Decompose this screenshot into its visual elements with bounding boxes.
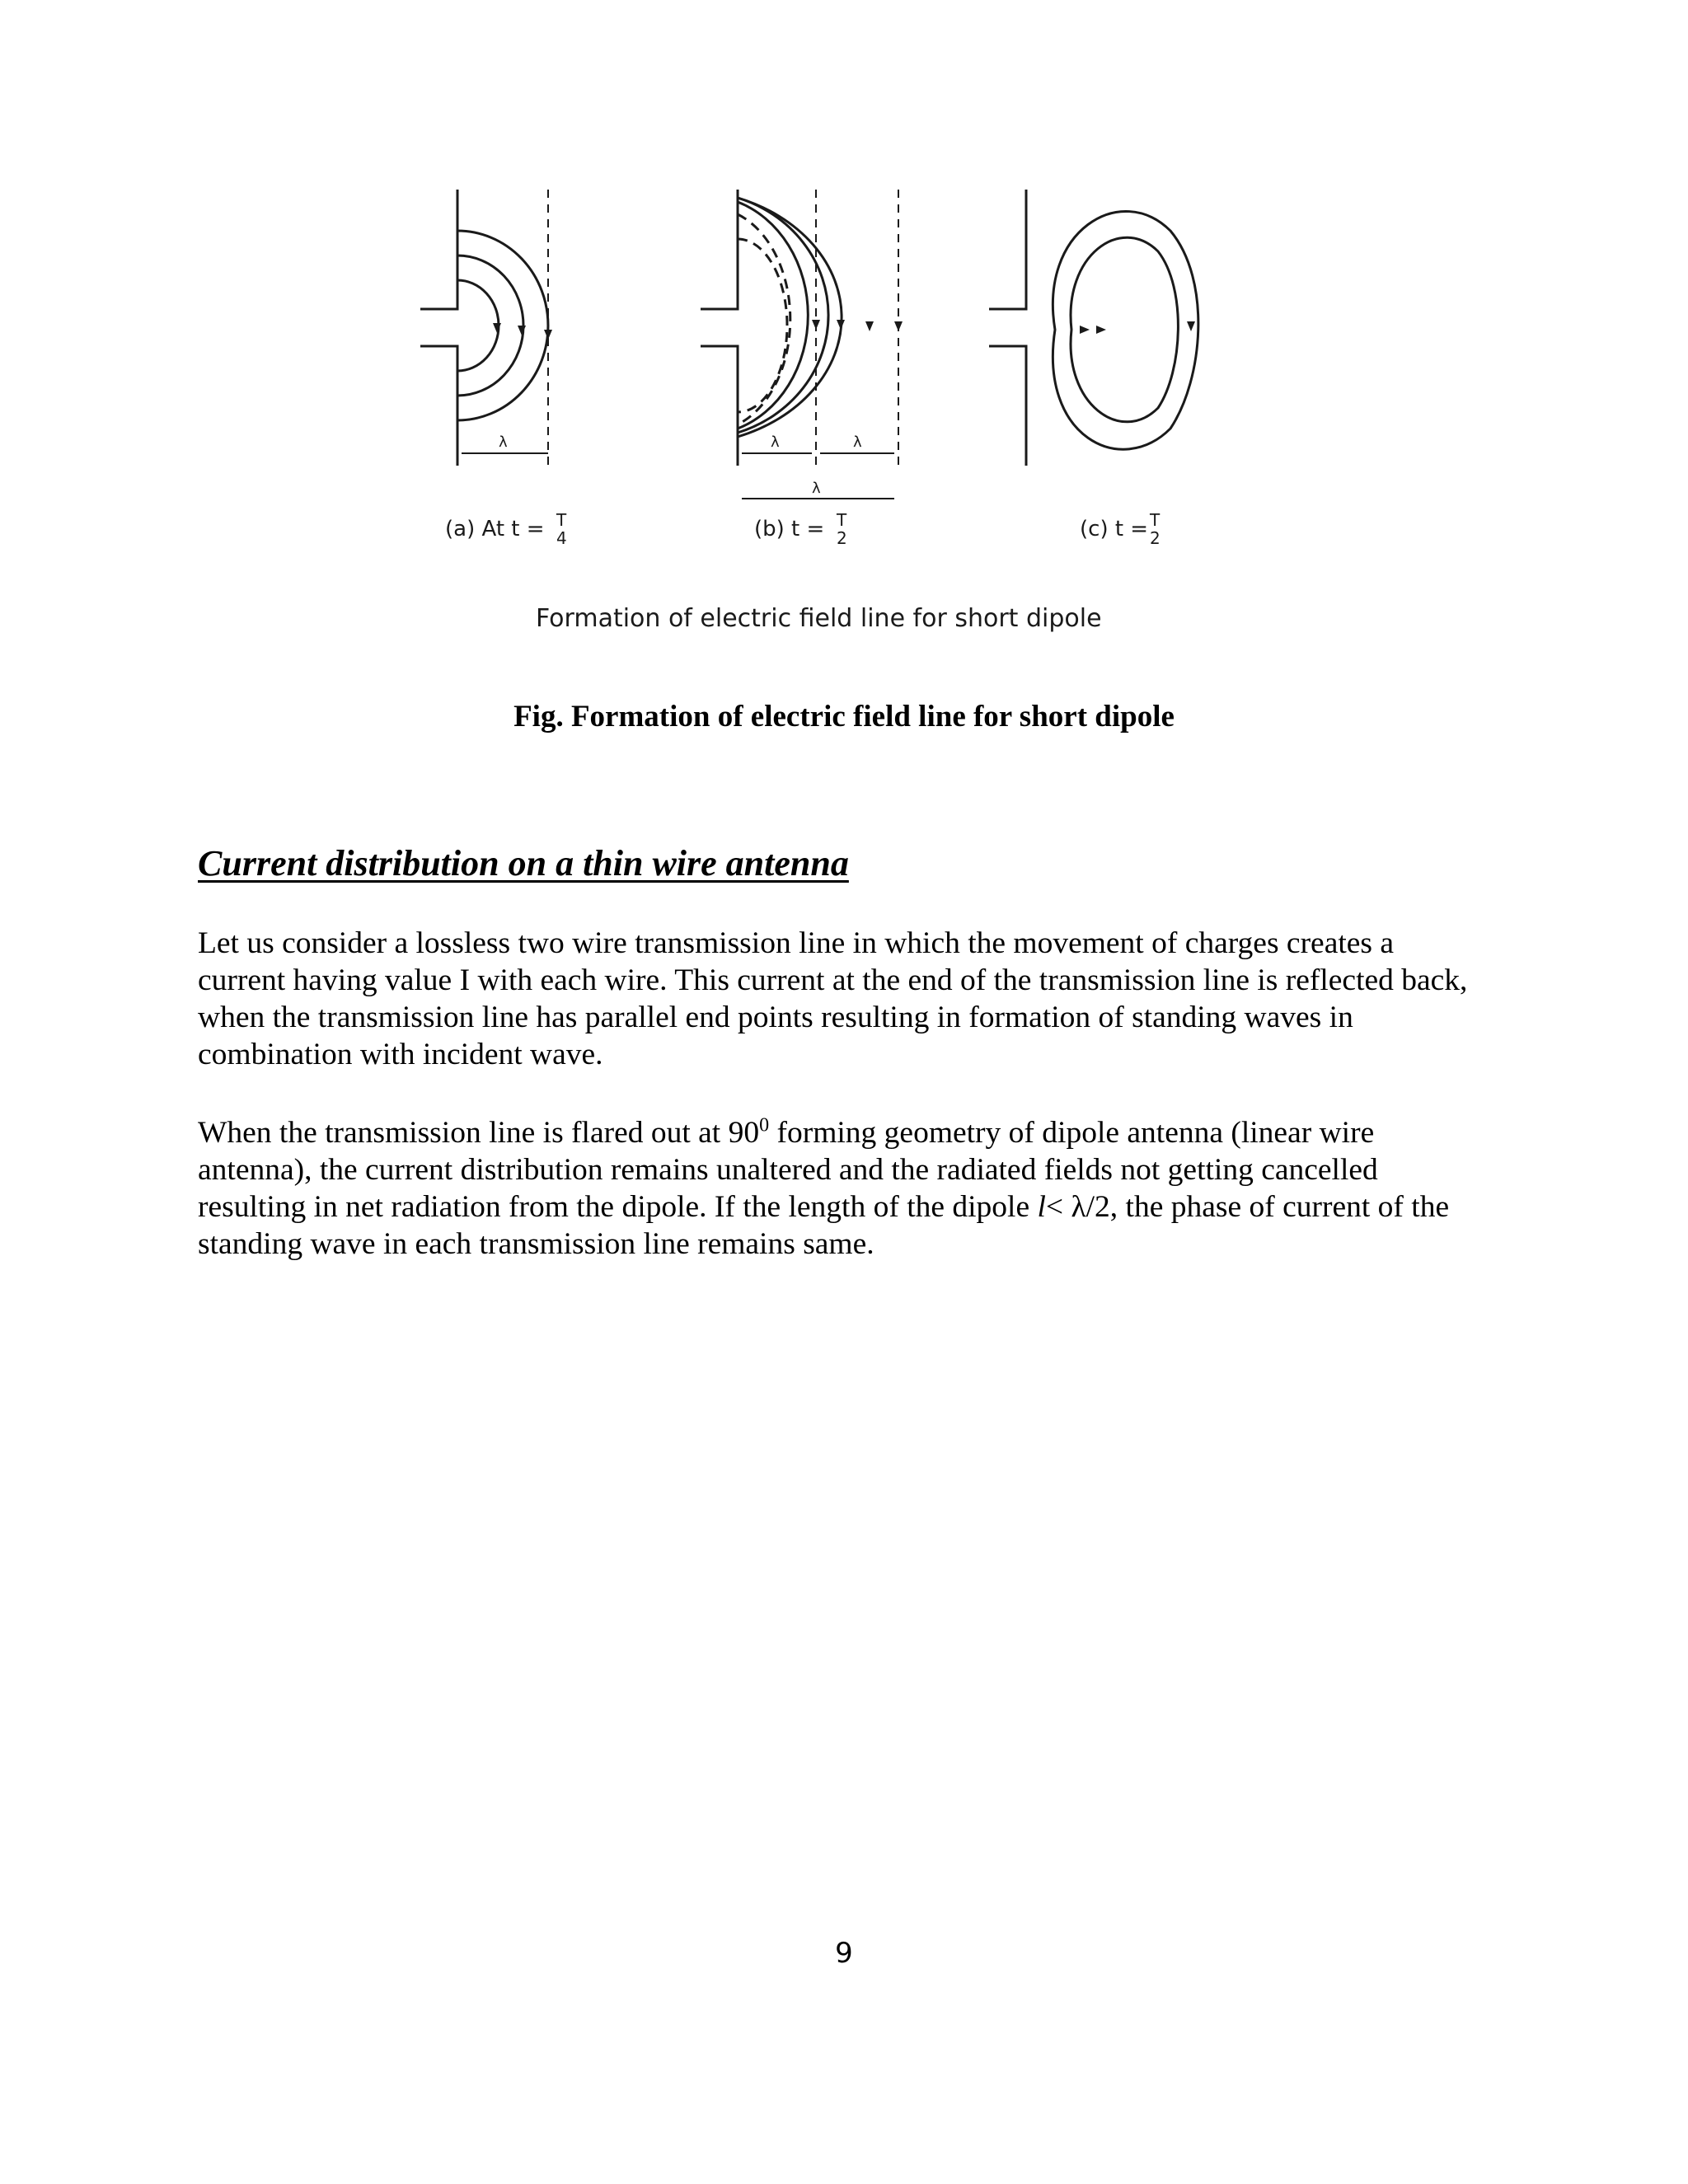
panel-b bbox=[701, 190, 898, 499]
degree-superscript: 0 bbox=[759, 1114, 770, 1137]
panel-b-lambda-3: λ bbox=[812, 480, 821, 497]
paragraph-2-part-b: forming geometry of dipole antenna (linear wire antenna), the current distribution remains unaltered and the radiated fields not getting cancelled resulting in net radiation from the dipole. If the length of the dipole bbox=[198, 1116, 1378, 1224]
panel-c-t: T bbox=[1150, 510, 1160, 530]
panel-b-lambda-2: λ bbox=[853, 434, 862, 451]
panel-b-arrows bbox=[812, 320, 903, 331]
panel-b-t: T bbox=[837, 510, 847, 530]
field-line-diagram bbox=[396, 165, 1269, 659]
panel-c-label: (c) t = bbox=[1080, 517, 1149, 541]
paragraph-2 bbox=[198, 1114, 1484, 1263]
panel-a-lambda: λ bbox=[499, 434, 508, 451]
figure-inner-caption: Formation of electric field line for short dipole bbox=[536, 604, 1102, 633]
figure-caption: Fig. Formation of electric field line for short dipole bbox=[513, 700, 1175, 733]
panel-a-4: 4 bbox=[556, 528, 567, 548]
panel-a bbox=[420, 190, 548, 470]
panel-c-2: 2 bbox=[1150, 528, 1160, 548]
paragraph-2-part-a: When the transmission line is flared out at 90 bbox=[198, 1116, 760, 1150]
panel-a-label: (a) At t = bbox=[445, 517, 545, 541]
paragraph-1: Let us consider a lossless two wire transmission line in which the movement of charges creates a current having value I with each wire. This current at the end of the transmission line is reflected back, when the transmission line has parallel end points resulting in formation of standing waves in combination with incident wave. bbox=[198, 926, 1468, 1071]
field-line-figure bbox=[396, 165, 1269, 659]
panel-b-label: (b) t = bbox=[754, 517, 825, 541]
section-heading: Current distribution on a thin wire antenna bbox=[198, 843, 849, 883]
length-symbol: l bbox=[1037, 1190, 1046, 1224]
panel-c bbox=[989, 190, 1198, 466]
panel-b-2: 2 bbox=[837, 528, 847, 548]
page-number: 9 bbox=[835, 1937, 853, 1970]
panel-b-lambda-1: λ bbox=[771, 434, 780, 451]
panel-a-t: T bbox=[556, 510, 567, 530]
paragraph-2-part-c: < λ/2, the phase of current of the standing wave in each transmission line remains same. bbox=[198, 1190, 1450, 1261]
